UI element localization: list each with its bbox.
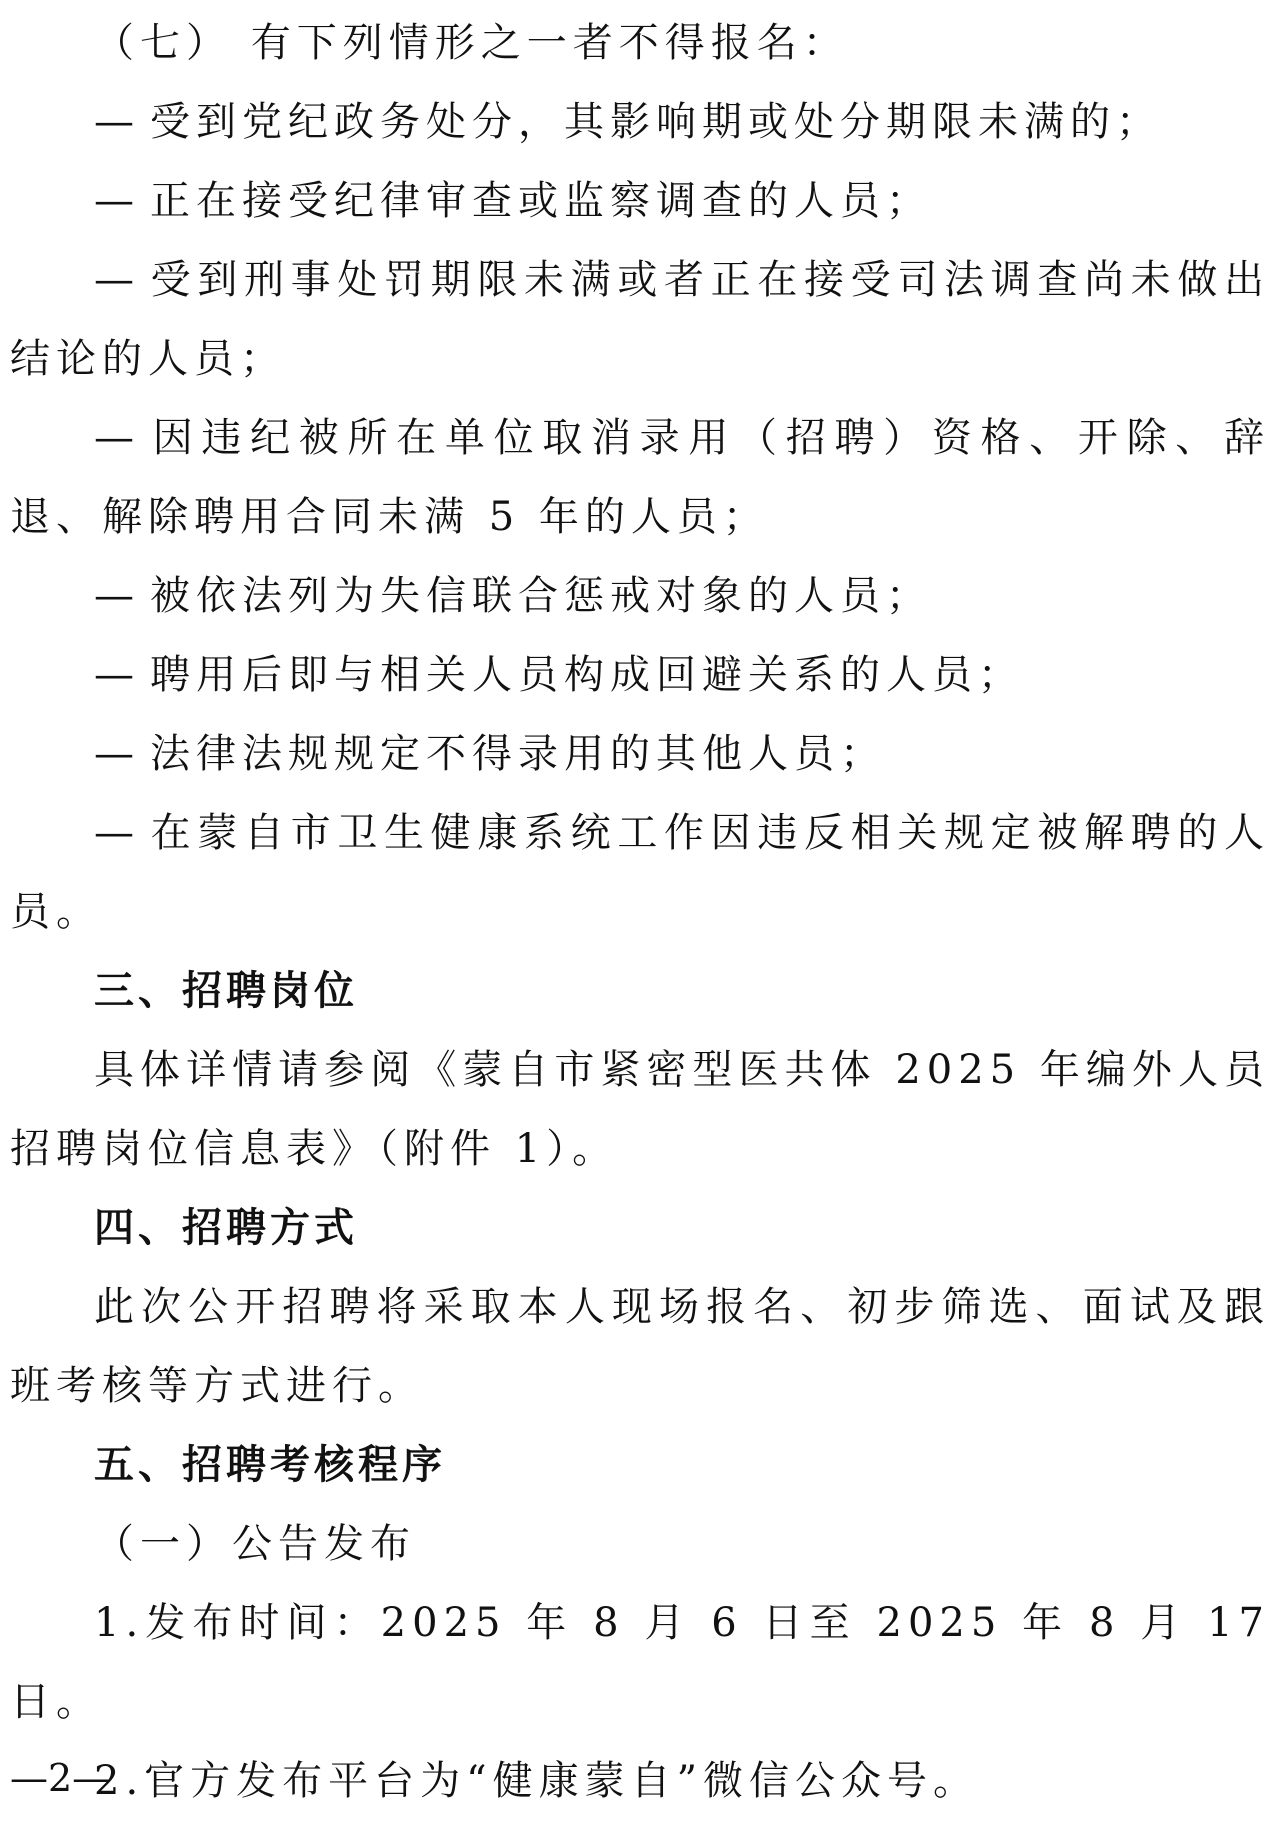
list-item-text: 受到党纪政务处分，其影响期或处分期限未满的； [150,99,1162,145]
section-heading-procedure: 五、招聘考核程序 [94,1442,446,1488]
dash-mark: — [94,652,140,698]
paragraph-release-time: 1.发布时间：2025 年 8 月 6 日至 2025 年 8 月 17 日。 [10,1600,1270,1725]
dash-mark: — [94,810,140,856]
list-item [10,162,1270,241]
dash-mark: — [94,415,140,461]
list-item [10,83,1270,162]
dash-mark: — [94,731,140,777]
dash-mark: — [94,257,140,303]
paragraph-release-platform: 2.官方发布平台为“健康蒙自”微信公众号。 [94,1758,980,1804]
list-item [10,241,1270,399]
section-heading-method: 四、招聘方式 [94,1205,358,1251]
list-item-text: 法律法规规定不得录用的其他人员； [150,731,886,777]
paragraph-method: 此次公开招聘将采取本人现场报名、初步筛选、面试及跟班考核等方式进行。 [10,1284,1270,1409]
list-item [10,399,1270,557]
dash-mark: — [94,573,140,619]
list-item-text: 因违纪被所在单位取消录用（招聘）资格、开除、辞退、解除聘用合同未满 5 年的人员； [10,415,1270,540]
list-item-text: 在蒙自市卫生健康系统工作因违反相关规定被解聘的人员。 [10,810,1270,935]
list-item-text: 聘用后即与相关人员构成回避关系的人员； [150,652,1024,698]
section-heading-positions: 三、招聘岗位 [94,968,358,1014]
list-item [10,794,1270,952]
list-item-text: 被依法列为失信联合惩戒对象的人员； [150,573,932,619]
dash-mark: — [94,99,140,145]
list-item [10,636,1270,715]
paragraph-positions: 具体详情请参阅《蒙自市紧密型医共体 2025 年编外人员招聘岗位信息表》（附件 1）。 [10,1047,1270,1172]
dash-mark: — [94,178,140,224]
paragraph-clause-seven: （七） 有下列情形之一者不得报名： [94,20,849,66]
subheading-announcement: （一）公告发布 [94,1521,416,1567]
list-item [10,715,1270,794]
list-item-text: 正在接受纪律审查或监察调查的人员； [150,178,932,224]
list-item-text: 受到刑事处罚期限未满或者正在接受司法调查尚未做出结论的人员； [10,257,1270,382]
list-item [10,557,1270,636]
page-number: —2— [10,1756,111,1800]
